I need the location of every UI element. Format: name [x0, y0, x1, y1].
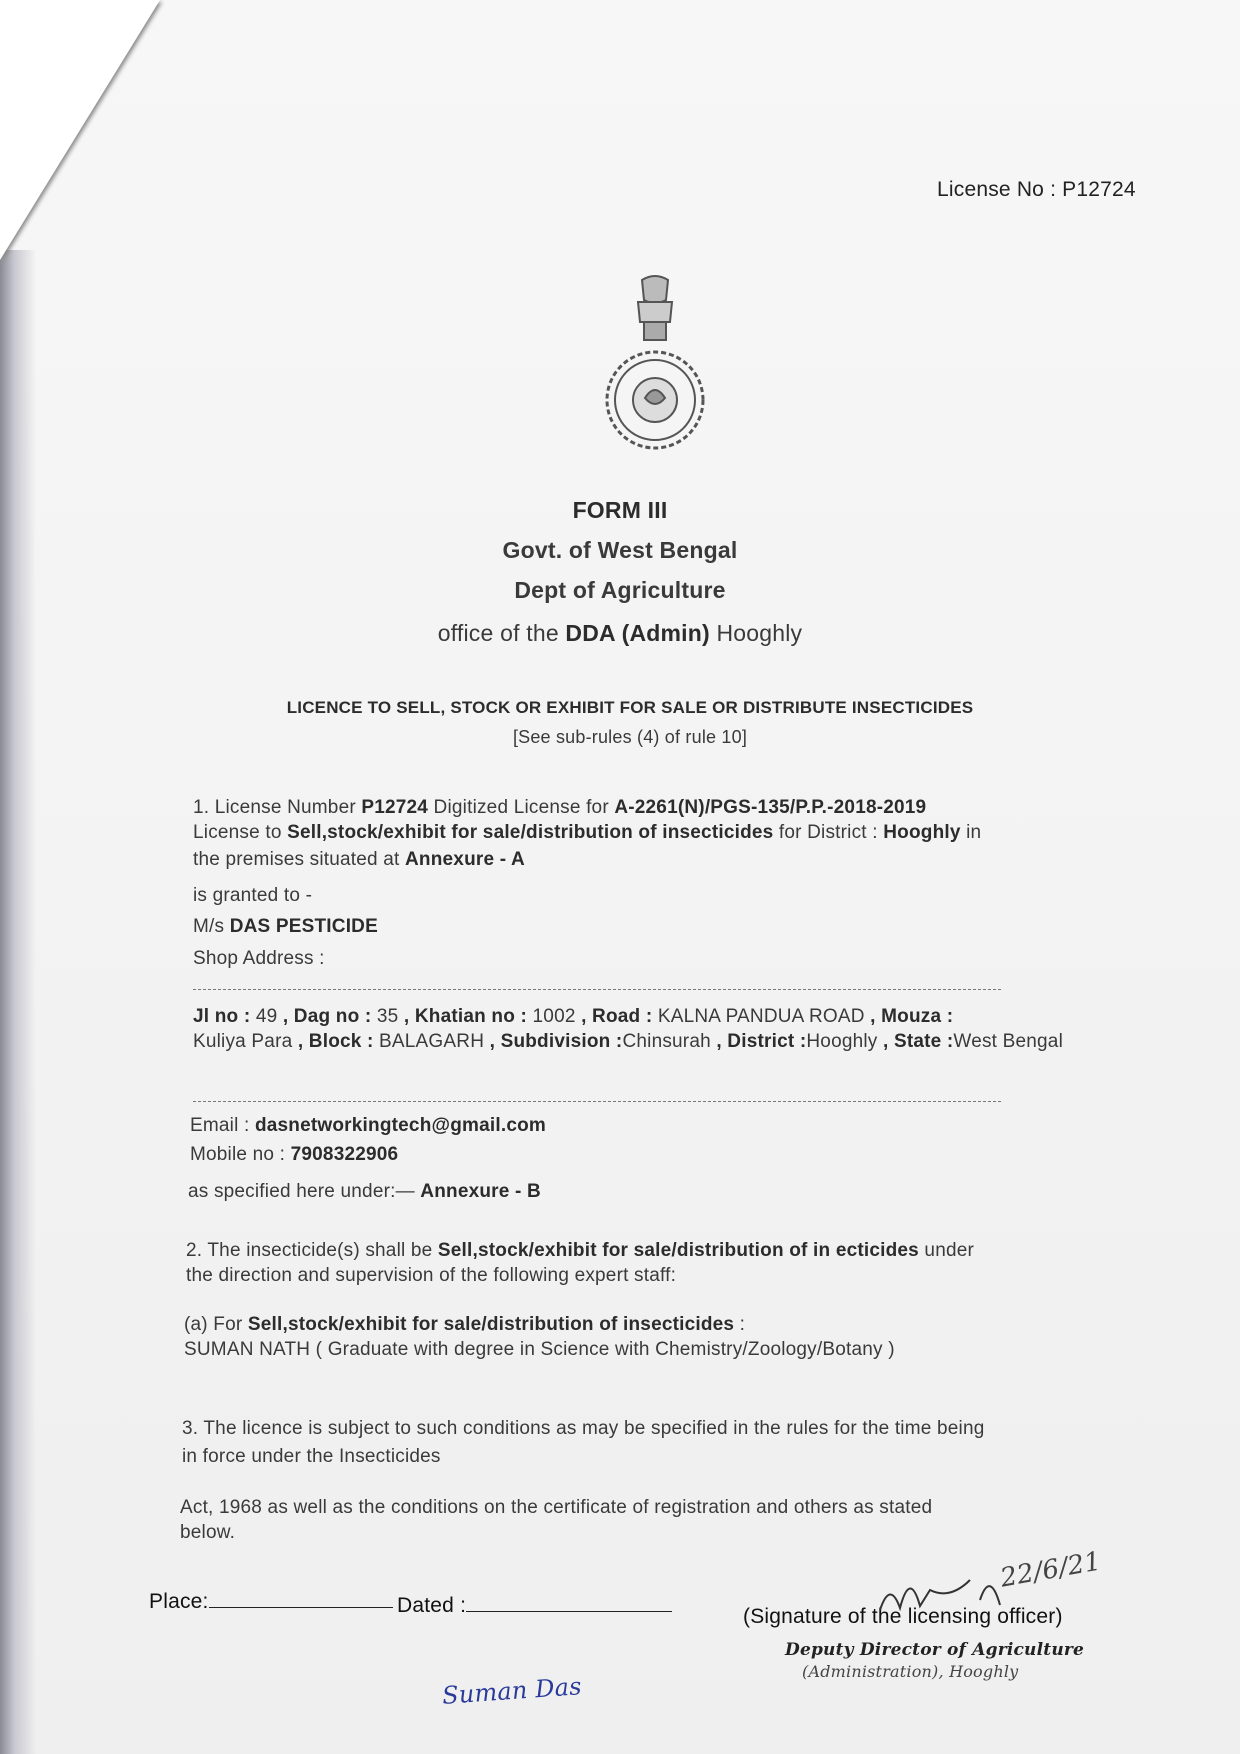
- address-line2: Kuliya Para , Block : BALAGARH , Subdivision :Chinsurah , District :Hooghly , State :West Bengal: [193, 1031, 1063, 1052]
- specified-under: as specified here under:— Annexure - B: [188, 1181, 541, 1202]
- item2-a: (a) For Sell,stock/exhibit for sale/distribution of insecticides :: [184, 1314, 746, 1335]
- dept-name: Dept of Agriculture: [514, 577, 726, 603]
- item1-line3: the premises situated at Annexure - A: [193, 849, 525, 870]
- item3-line2: in force under the Insecticides: [182, 1446, 441, 1467]
- folded-corner: [0, 0, 160, 260]
- scan-edge-shadow: [0, 250, 36, 1754]
- item1-line1: 1. License Number P12724 Digitized License for A-2261(N)/PGS-135/P.P.-2018-2019: [193, 797, 927, 818]
- place-label: Place:: [149, 1590, 393, 1614]
- office-name: office of the DDA (Admin) Hooghly: [437, 620, 803, 646]
- item1-line2: License to Sell,stock/exhibit for sale/distribution of insecticides for District : Hooghly in: [193, 822, 982, 843]
- item3-line4: below.: [180, 1522, 236, 1543]
- item2-line2: the direction and supervision of the following expert staff:: [186, 1265, 677, 1286]
- address-divider-top: [193, 989, 1001, 990]
- officer-designation-stamp-line2: (Administration), Hooghly: [802, 1662, 1019, 1681]
- dated-label: Dated :: [397, 1594, 672, 1618]
- signature-date: 22/6/21: [998, 1546, 1104, 1594]
- license-number-header: License No : P12724: [937, 178, 1136, 201]
- licence-title: LICENCE TO SELL, STOCK OR EXHIBIT FOR SALE OR DISTRIBUTE INSECTICIDES: [286, 698, 974, 717]
- govt-emblem-seal: [600, 270, 710, 460]
- granted-to: is granted to -: [193, 885, 313, 906]
- licence-subtitle: [See sub-rules (4) of rule 10]: [512, 727, 748, 747]
- signature-caption: (Signature of the licensing officer): [743, 1605, 1063, 1628]
- item3-line3: Act, 1968 as well as the conditions on the certificate of registration and others as stated: [180, 1497, 933, 1518]
- mobile: Mobile no : 7908322906: [190, 1144, 399, 1165]
- address-line1: Jl no : 49 , Dag no : 35 , Khatian no : 1002 , Road : KALNA PANDUA ROAD , Mouza :: [193, 1006, 954, 1027]
- item3-line1: 3. The licence is subject to such conditions as may be specified in the rules for the time being: [182, 1418, 985, 1439]
- email: Email : dasnetworkingtech@gmail.com: [190, 1115, 546, 1136]
- shop-address-label: Shop Address :: [193, 948, 325, 969]
- govt-name: Govt. of West Bengal: [502, 537, 738, 563]
- officer-designation-stamp: Deputy Director of Agriculture: [785, 1640, 1085, 1660]
- firm-name: M/s DAS PESTICIDE: [193, 916, 378, 937]
- address-divider-bottom: [193, 1101, 1001, 1102]
- handwritten-name: Suman Das: [441, 1672, 583, 1710]
- form-number: FORM III: [572, 497, 668, 523]
- expert-staff: SUMAN NATH ( Graduate with degree in Science with Chemistry/Zoology/Botany ): [184, 1339, 895, 1360]
- item2-line1: 2. The insecticide(s) shall be Sell,stock/exhibit for sale/distribution of in ecticides under: [186, 1240, 975, 1261]
